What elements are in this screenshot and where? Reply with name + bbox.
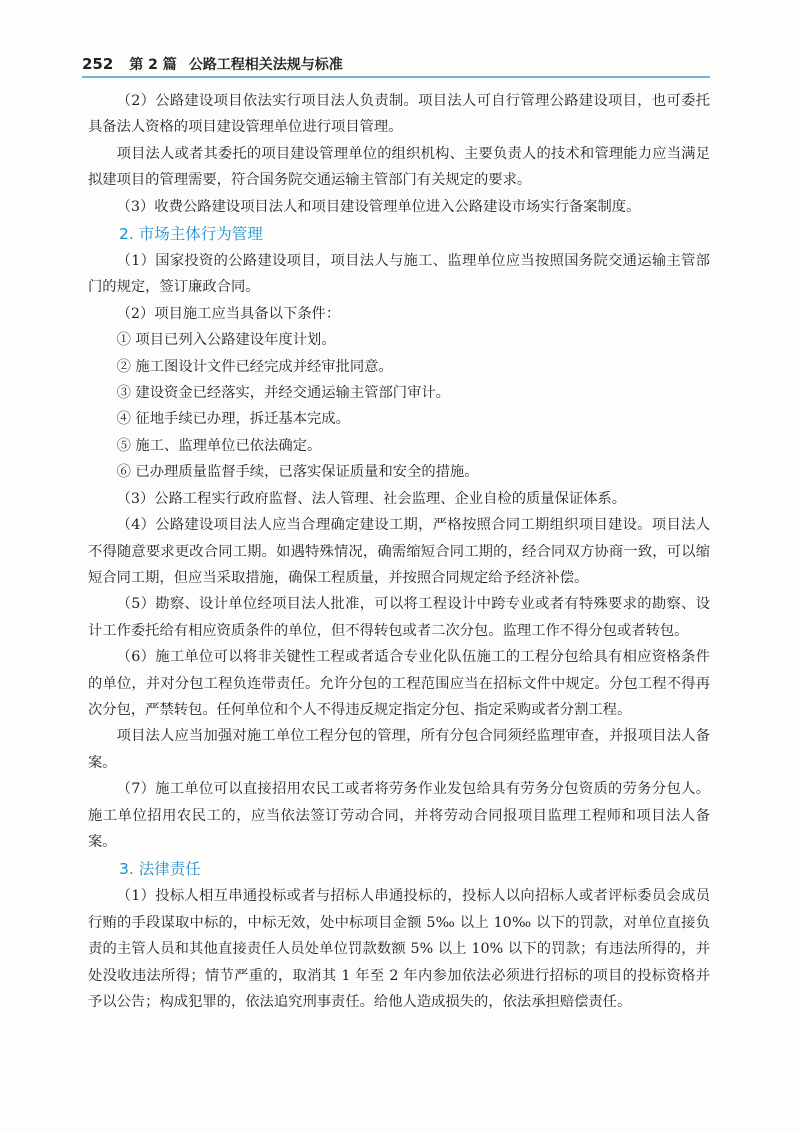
paragraph: （2）公路建设项目依法实行项目法人负责制。项目法人可自行管理公路建设项目，也可委托具备法人资格的项目建设管理单位进行项目管理。: [88, 93, 710, 136]
section-heading: 3. 法律责任: [119, 860, 201, 879]
paragraph: 项目法人或者其委托的项目建设管理单位的组织机构、主要负责人的技术和管理能力应当满足拟建项目的管理需要，符合国务院交通运输主管部门有关规定的要求。: [88, 145, 710, 189]
paragraph: （4）公路建设项目法人应当合理确定建设工期，严格按照合同工期组织项目建设。项目法人不得随意要求更改合同工期。如遇特殊情况，确需缩短合同工期的，经合同双方协商一致，可以缩短合同工期，但应当采取措施，确保工程质量，并按照合同规定给予经济补偿。: [88, 517, 710, 586]
condition-item: ② 施工图设计文件已经完成并经审批同意。: [116, 358, 393, 375]
paragraph: （2）项目施工应当具备以下条件：: [116, 305, 341, 322]
paragraph: （7）施工单位可以直接招用农民工或者将劳务作业发包给具有劳务分包资质的劳务分包人。施工单位招用农民工的，应当依法签订劳动合同，并将劳动合同报项目监理工程师和项目法人备案。: [88, 781, 710, 850]
paragraph: 项目法人应当加强对施工单位工程分包的管理，所有分包合同须经监理审查，并报项目法人备案。: [88, 728, 710, 771]
paragraph: （6）施工单位可以将非关键性工程或者适合专业化队伍施工的工程分包给具有相应资格条件的单位，并对分包工程负连带责任。允许分包的工程范围应当在招标文件中规定。分包工程不得再次分包，严禁转包。任何单位和个人不得违反规定指定分包、指定采购或者分割工程。: [88, 649, 710, 718]
paragraph: （3）公路工程实行政府监督、法人管理、社会监理、企业自检的质量保证体系。: [116, 490, 627, 507]
header-rule: [82, 76, 710, 78]
condition-item: ④ 征地手续已办理，拆迁基本完成。: [116, 411, 350, 428]
paragraph: （5）勘察、设计单位经项目法人批准，可以将工程设计中跨专业或者有特殊要求的勘察、设计工作委托给有相应资质条件的单位，但不得转包或者二次分包。监理工作不得分包或者转包。: [88, 596, 710, 639]
condition-item: ① 项目已列入公路建设年度计划。: [116, 332, 336, 349]
condition-item: ⑤ 施工、监理单位已依法确定。: [116, 437, 322, 454]
paragraph: （1）国家投资的公路建设项目，项目法人与施工、监理单位应当按照国务院交通运输主管部门的规定，签订廉政合同。: [88, 253, 710, 296]
paragraph: （3）收费公路建设项目法人和项目建设管理单位进入公路建设市场实行备案制度。: [116, 198, 641, 215]
page-number: 252: [82, 55, 114, 73]
page-body: [88, 88, 710, 1015]
paragraph: （1）投标人相互串通投标或者与招标人串通投标的，投标人以向招标人或者评标委员会成员行贿的手段谋取中标的，中标无效，处中标项目金额 5‰ 以上 10‰ 以下的罚款，对单位直接负责的主管人员和其他直接责任人员处单位罚款数额 5% 以上 10% 以下的罚款；有违法所得的，并处没收违法所得；情节严重的，取消其 1 年至 2 年内参加依法必须进行招标的项目的投标资格并予以公告；构成犯罪的，依法追究刑事责任。给他人造成损失的，依法承担赔偿责任。: [88, 888, 710, 1010]
condition-item: ⑥ 已办理质量监督手续，已落实保证质量和安全的措施。: [116, 464, 479, 481]
part-label: 第 2 篇: [129, 57, 177, 73]
part-title: 公路工程相关法规与标准: [188, 57, 343, 73]
page-header: [82, 54, 710, 74]
section-heading: 2. 市场主体行为管理: [119, 225, 263, 244]
condition-item: ③ 建设资金已经落实，并经交通运输主管部门审计。: [116, 385, 450, 402]
